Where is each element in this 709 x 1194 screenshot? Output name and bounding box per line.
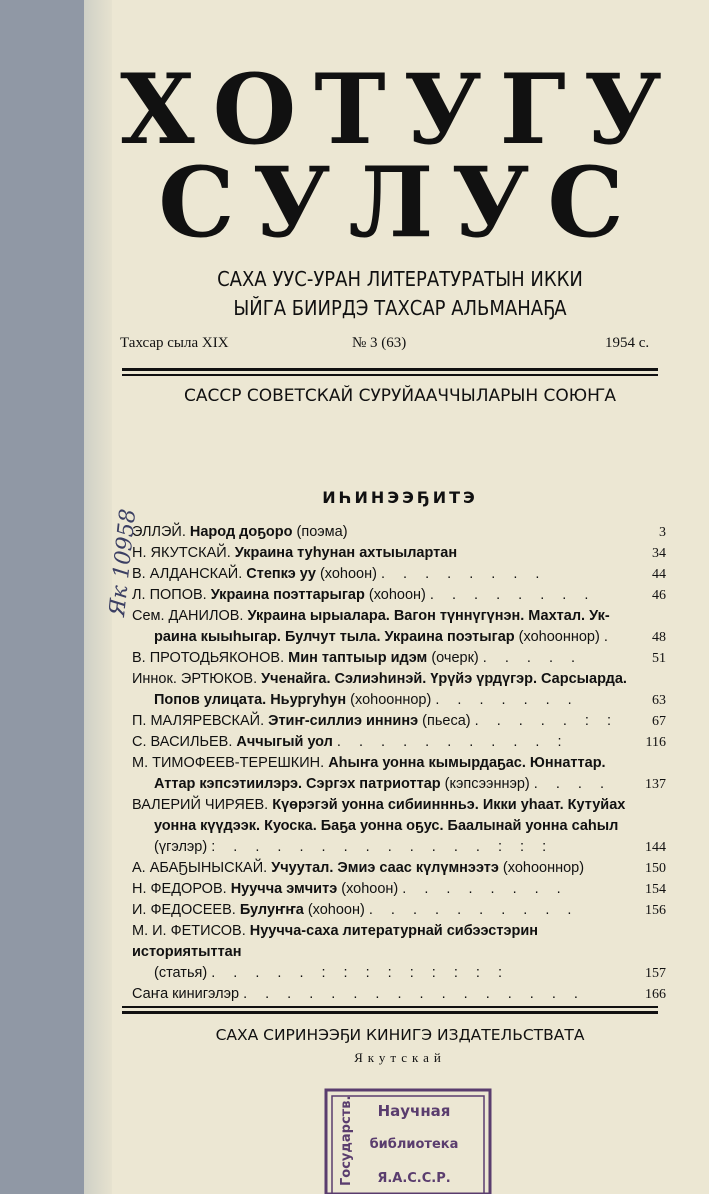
toc-author: Саҥа кинигэлэр: [132, 986, 240, 1002]
rule-top-thick: [122, 368, 658, 371]
toc-genre: (хоһоон): [368, 587, 426, 603]
toc-work-title: раина кыыһыгар. Булчут тыла. Украина поэтыгар: [154, 629, 515, 645]
toc-entry-line: [132, 522, 670, 543]
issue-number: № 3 (63): [352, 335, 407, 351]
toc-work-title: уонна күүдээк. Куоска. Баҕа уонна оҕус. Баалынай уонна саһыл: [154, 818, 619, 834]
toc-author: А. АБАҔЫНЫСКАЙ.: [132, 860, 268, 876]
toc-heading: ИҺИНЭЭҔИТЭ: [322, 488, 478, 507]
stamp-middle-text: библиотека: [369, 1137, 459, 1152]
toc-page-number: 144: [645, 840, 666, 855]
toc-work-title: Степкэ уу: [246, 566, 316, 582]
toc-page-number: 157: [645, 966, 666, 981]
toc-entry-line: [132, 585, 670, 606]
toc-leader-dots: . . . . . : :: [474, 713, 619, 729]
toc-genre: (хоһооннор): [518, 629, 600, 645]
toc-page-number: 63: [652, 693, 666, 708]
toc-genre: (хоһоон): [307, 902, 365, 918]
toc-work-title: Украина поэттарыгар: [210, 587, 365, 603]
toc-entry-line: [132, 690, 670, 711]
toc-page-number: 44: [652, 567, 666, 582]
toc-leader-dots: . . . . .: [482, 650, 583, 666]
rule-top-thin: [122, 374, 658, 376]
toc-page-number: 67: [652, 714, 666, 729]
toc-genre: (хоһоон): [319, 566, 377, 582]
toc-work-title: Ученайга. Сэлиэһинэй. Үрүйэ үрдүгэр. Сарсыарда.: [261, 671, 627, 687]
toc-genre: (хоһооннор): [350, 692, 432, 708]
toc-genre: (очерк): [431, 650, 479, 666]
toc-author: В. ПРОТОДЬЯКОНОВ.: [132, 650, 285, 666]
toc-page-number: 34: [652, 546, 666, 561]
toc-entry-line: [132, 984, 670, 1005]
subtitle-line2: ЫЙГА БИИРДЭ ТАХСАР АЛЬМАНАҔА: [233, 296, 567, 320]
cover-edge: [0, 0, 90, 1194]
toc-entry-line: [132, 564, 670, 585]
toc-entry-line: [132, 837, 670, 858]
toc-page-number: 46: [652, 588, 666, 603]
toc-work-title: Аттар кэпсэтиилэрэ. Сэргэх патриоттар: [154, 776, 441, 792]
handwritten-inventory-text: Як 10958: [105, 507, 142, 618]
toc-entry-line: [132, 711, 670, 732]
toc-author: Сем. ДАНИЛОВ.: [132, 608, 244, 624]
toc-entry-line: [132, 627, 670, 648]
toc-work-title: Этиҥ-силлиэ иннинэ: [268, 713, 419, 729]
toc-entry-line: [132, 774, 670, 795]
toc-work-title: Украина туһунан ахтыылартан: [234, 545, 458, 561]
toc-entry-line: [132, 900, 670, 921]
toc-leader-dots: .: [603, 629, 615, 645]
toc-page-number: 51: [652, 651, 666, 666]
toc-work-title: Нуучча эмчитэ: [230, 881, 338, 897]
handwritten-inventory-number: [96, 465, 142, 620]
toc-entry-line: [132, 732, 670, 753]
library-stamp: [322, 1086, 494, 1194]
toc-entry-line: [132, 753, 670, 774]
toc-author: Л. ПОПОВ.: [132, 587, 207, 603]
rule-bottom-thick: [122, 1011, 658, 1014]
toc-author: С. ВАСИЛЬЕВ.: [132, 734, 233, 750]
toc-leader-dots: . . . . . . . .: [429, 587, 596, 603]
toc-entry-line: [132, 543, 670, 564]
toc-page-number: 137: [645, 777, 666, 792]
issue-year-label: Тахсар сыла XIX: [120, 335, 229, 351]
toc-entry-line: [132, 963, 670, 984]
toc-entry-line: [132, 606, 670, 627]
toc-genre: (хоһоон): [341, 881, 399, 897]
toc-author: Н. ФЕДОРОВ.: [132, 881, 227, 897]
toc-work-title: Аһыҥа уонна кымырдаҕас. Юннаттар.: [328, 755, 606, 771]
toc-work-title: Учуутал. Эмиэ саас күлүмнээтэ: [271, 860, 499, 876]
toc-author: Иннок. ЭРТЮКОВ.: [132, 671, 258, 687]
rule-bottom-thin: [122, 1006, 658, 1008]
issue-date: 1954 с.: [605, 335, 650, 351]
table-of-contents: [132, 522, 670, 1005]
magazine-title-line2: СУЛУС: [158, 146, 642, 259]
toc-genre: (поэма): [296, 524, 348, 540]
toc-work-title: Попов улицата. Ньургуһун: [154, 692, 347, 708]
toc-author: М. ТИМОФЕЕВ-ТЕРЕШКИН.: [132, 755, 325, 771]
toc-genre: (пьеса): [422, 713, 471, 729]
toc-entry-line: [132, 795, 670, 816]
toc-page-number: 166: [645, 987, 666, 1002]
publisher: САХА СИРИНЭЭҔИ КИНИГЭ ИЗДАТЕЛЬСТВАТА: [215, 1026, 585, 1044]
toc-entry-line: [132, 921, 670, 963]
toc-leader-dots: . . . . . . . . . . :: [336, 734, 569, 750]
toc-leader-dots: . . . . . . . . . . . . . . . .: [243, 986, 585, 1002]
toc-page-number: 150: [645, 861, 666, 876]
toc-page-number: 3: [659, 525, 666, 540]
stamp-top-text: Научная: [377, 1102, 451, 1120]
toc-work-title: Булуҥҥа: [239, 902, 304, 918]
toc-leader-dots: . . . . . . .: [435, 692, 579, 708]
stamp-left-text: Государств.: [339, 1095, 354, 1186]
toc-work-title: Украина ырыалара. Вагон түннүгүнэн. Махтал. Ук-: [247, 608, 610, 624]
toc-author: ЭЛЛЭЙ.: [132, 524, 186, 540]
toc-leader-dots: . . . . . : : : : : : : : :: [211, 965, 509, 981]
toc-genre: (хоһооннор): [502, 860, 585, 876]
toc-author: П. МАЛЯРЕВСКАЙ.: [132, 713, 265, 729]
toc-work-title: Народ доҕоро: [189, 524, 293, 540]
toc-author: ВАЛЕРИЙ ЧИРЯЕВ.: [132, 797, 269, 813]
toc-page-number: 116: [645, 735, 666, 750]
toc-genre: (статья): [154, 965, 208, 981]
toc-page-number: 154: [645, 882, 666, 897]
toc-genre: (кэпсээннэр): [444, 776, 530, 792]
toc-genre: (үгэлэр): [154, 839, 208, 855]
toc-entry-line: [132, 669, 670, 690]
toc-leader-dots: . . . . . . . . . .: [368, 902, 579, 918]
toc-leader-dots: . . . . . . . .: [402, 881, 568, 897]
toc-page-number: 48: [652, 630, 666, 645]
writers-union-line: САССР СОВЕТСКАЙ СУРУЙААЧЧЫЛАРЫН СОЮҤА: [183, 386, 617, 406]
toc-entry-line: [132, 816, 670, 837]
toc-leader-dots: . . . . . . . .: [381, 566, 547, 582]
toc-author: М. И. ФЕТИСОВ.: [132, 923, 246, 939]
toc-work-title: Аччыгый уол: [236, 734, 333, 750]
toc-entry-line: [132, 879, 670, 900]
subtitle-line1: САХА УУС-УРАН ЛИТЕРАТУРАТЫН ИККИ: [217, 267, 583, 291]
stamp-bottom-text: Я.А.С.С.Р.: [377, 1171, 451, 1186]
toc-entry-line: [132, 858, 670, 879]
magazine-title-line1: ХОТУГУ: [120, 53, 680, 166]
toc-leader-dots: . . . .: [533, 776, 611, 792]
toc-author: В. АЛДАНСКАЙ.: [132, 566, 243, 582]
toc-entry-line: [132, 648, 670, 669]
toc-work-title: Нуучча-саха литературнай сибээстэрин историятыттан: [132, 923, 538, 960]
publisher-city: Якутскай: [354, 1050, 446, 1065]
toc-work-title: Күөрэгэй уонна сибииннньэ. Икки уһаат. Кутуйах: [272, 797, 626, 813]
toc-author: Н. ЯКУТСКАЙ.: [132, 545, 231, 561]
toc-page-number: 156: [645, 903, 666, 918]
toc-work-title: Мин таптыыр идэм: [288, 650, 428, 666]
toc-author: И. ФЕДОСЕЕВ.: [132, 902, 236, 918]
toc-leader-dots: : . . . . . . . . . . . . : : :: [211, 839, 554, 855]
